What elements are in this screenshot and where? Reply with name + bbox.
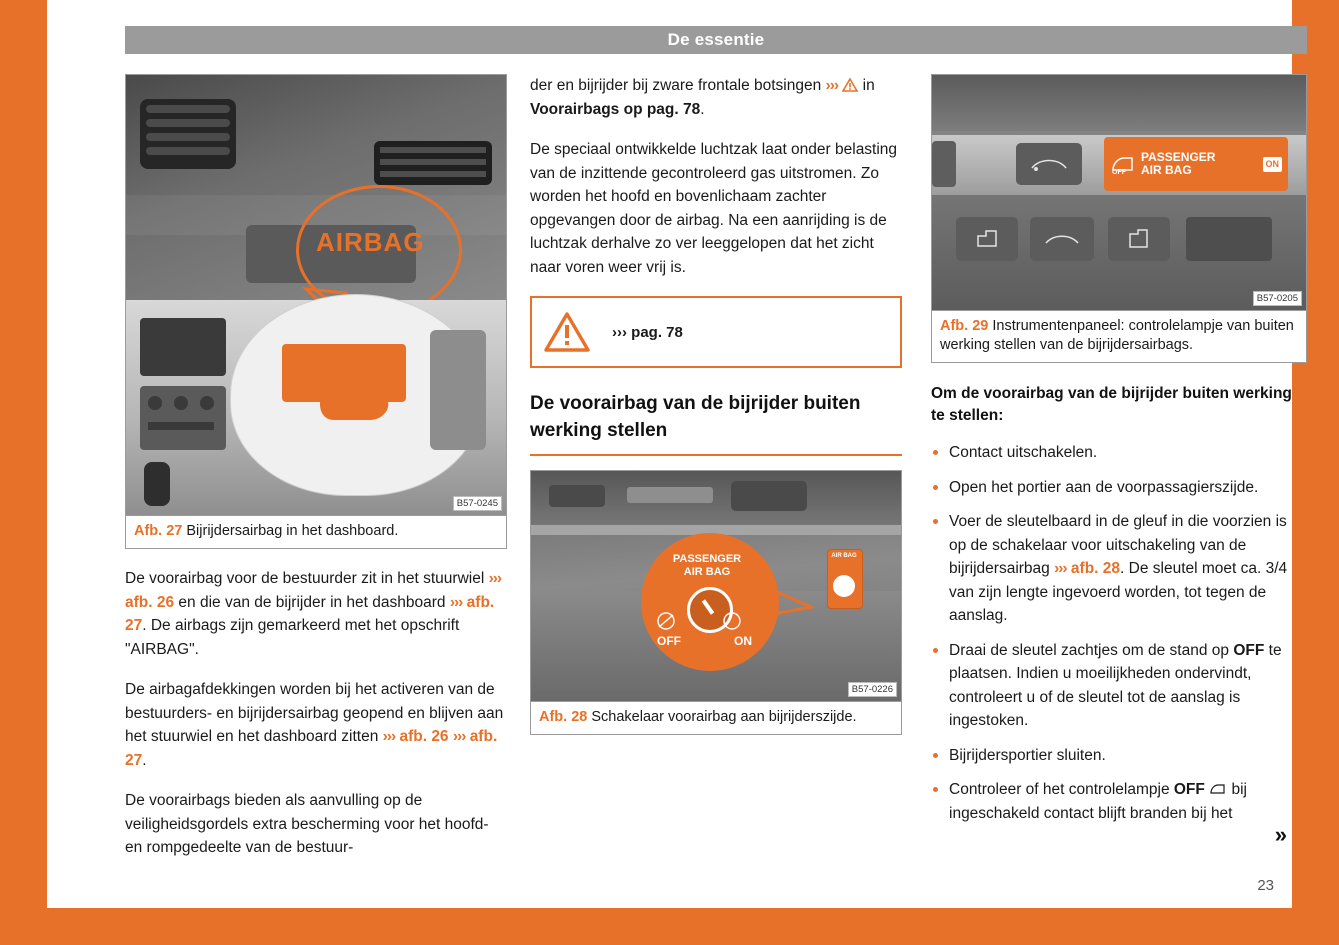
passenger-airbag-indicator	[1104, 137, 1288, 191]
paragraph-continued-b: in	[858, 77, 875, 94]
list-item: Bijrijdersportier sluiten.	[931, 744, 1307, 768]
heading-rule	[530, 454, 902, 456]
figure-28-caption-label: Afb. 28	[539, 709, 588, 725]
ref-afb-27: afb. 27	[125, 593, 495, 634]
figure-27-caption-text: Bijrijdersairbag in het dashboard.	[186, 523, 399, 539]
airbag-off-symbol-icon	[655, 611, 677, 631]
seat-heating-button-icon[interactable]	[956, 217, 1018, 261]
hand-icon	[312, 364, 398, 434]
figure-28-code: B57-0226	[848, 682, 897, 697]
vent-slat	[146, 119, 230, 127]
vent-slat	[146, 133, 230, 141]
column-right	[931, 74, 1307, 836]
figure-28-caption	[531, 701, 901, 734]
switch-off-label: OFF	[657, 634, 681, 648]
indicator-line2: AIR BAG	[1141, 163, 1192, 177]
vent-detail	[731, 481, 807, 511]
off-label: OFF	[1173, 781, 1205, 798]
vent-detail	[549, 485, 605, 507]
ref-arrows: ›››	[382, 728, 396, 745]
reference-bold: Voorairbags op pag. 78	[530, 100, 701, 118]
figure-27-caption-label: Afb. 27	[134, 523, 183, 539]
warning-box	[530, 296, 902, 368]
instructions-list	[931, 441, 1307, 825]
paragraph-4: De speciaal ontwikkelde luchtzak laat onder belasting van de inzittende gecontroleerd gas uitstromen. Zo worden het hoofd en bovenlichaam zachter opgevangen door de airbag. Na een aanrijding is de luchtzak derhalve zo ver leeggelopen dat het zicht naar voren weer vrij is.	[530, 141, 898, 276]
airbag-on-symbol-icon	[721, 611, 743, 631]
figure-29-caption-label: Afb. 29	[940, 318, 989, 334]
figure-28-image	[531, 471, 901, 701]
figure-27-image	[126, 75, 506, 515]
list-item: Voer de sleutelbaard in de gleuf in die voorzien is op de schakelaar voor uitschakeling van de bijrijdersairbag ››› afb. 28. De sleutel moet ca. 3/4 van zijn lengte ingevoerd worden, tot tegen de aanslag.	[931, 510, 1307, 628]
indicator-line1: PASSENGER	[1141, 150, 1216, 164]
indicator-on-label: ON	[1263, 157, 1283, 172]
figure-27-caption	[126, 515, 506, 548]
airbag-off-symbol-icon	[1110, 153, 1136, 175]
switch-on-label: ON	[734, 634, 752, 648]
paragraph-1: De voorairbag voor de bestuurder zit in het stuurwiel ››› afb. 26 en die van de bijrijder in het dashboard ››› afb. 27. De airbags zijn gemarkeerd met het opschrift "AIRBAG".	[125, 570, 502, 658]
off-label: OFF	[1233, 641, 1265, 659]
vent-slat	[380, 147, 486, 153]
figure-29	[931, 74, 1307, 363]
ref-afb-27: afb. 27	[125, 728, 498, 769]
list-item: Draai de sleutel zachtjes om de stand op OFF te plaatsen. Indien u moeilijkheden ondervindt, controleert u of de sleutel tot de aanslag is ingestoken.	[931, 639, 1307, 733]
switch-label-line2: AIR BAG	[683, 566, 731, 578]
svg-text:OFF: OFF	[1112, 169, 1126, 175]
seat-button-icon[interactable]	[1108, 217, 1170, 261]
figure-28-caption-text: Schakelaar voorairbag aan bijrijderszijde.	[591, 709, 857, 725]
ref-arrows: ›››	[449, 593, 463, 611]
figure-28	[530, 470, 902, 735]
dashboard-lower-illustration	[126, 300, 506, 515]
paragraph-continued-c: .	[700, 100, 705, 118]
list-item: Controleer of het controlelampje OFF bij ingeschakeld contact blijft branden bij het	[931, 778, 1307, 825]
panel-edge-button[interactable]	[932, 141, 956, 187]
page-number: 23	[1257, 877, 1274, 894]
key-icon	[697, 597, 719, 619]
ref-arrows: ›››	[825, 77, 839, 94]
figure-27-code: B57-0245	[453, 496, 502, 511]
document-page	[47, 0, 1298, 908]
control-knob	[174, 396, 188, 410]
list-item: Contact uitschakelen.	[931, 441, 1307, 465]
continue-marker: »	[1274, 822, 1287, 847]
column-middle	[530, 74, 902, 735]
vent-slat	[380, 171, 486, 177]
small-switch-text: AIR BAG	[831, 553, 857, 559]
instructions-heading: Om de voorairbag van de bijrijder buiten werking te stellen:	[931, 385, 1292, 424]
warning-triangle-icon	[842, 78, 858, 92]
section-heading: De voorairbag van de bijrijder buiten werking stellen	[530, 393, 861, 441]
hood-button-icon[interactable]	[1016, 143, 1082, 185]
warning-triangle-icon	[544, 312, 590, 352]
vent-slat	[380, 159, 486, 165]
control-knob	[200, 396, 214, 410]
figure-29-code: B57-0205	[1253, 291, 1302, 306]
ref-afb-26: afb. 26	[399, 728, 449, 745]
vent-slat	[146, 105, 230, 113]
small-switch-dial	[833, 575, 855, 597]
vent-slat	[146, 147, 230, 155]
control-slot	[148, 422, 214, 430]
dashboard-upper-illustration	[126, 75, 506, 300]
figure-29-caption	[932, 310, 1306, 362]
trunk-button-icon[interactable]	[1030, 217, 1094, 261]
gear-lever	[144, 462, 170, 506]
page-header-title: De essentie	[667, 30, 765, 49]
trim-strip	[627, 487, 713, 503]
ref-afb-26: afb. 26	[125, 593, 175, 611]
figure-29-caption-text: Instrumentenpaneel: controlelampje van buiten werking stellen van de bijrijdersairbags.	[940, 318, 1294, 353]
paragraph-2: De airbagafdekkingen worden bij het activeren van de bestuurders- en bijrijdersairbag geopend en blijven aan het stuurwiel en het dashboard zitten ››› afb. 26 ››› afb. 27.	[125, 681, 504, 769]
figure-27	[125, 74, 507, 549]
door-panel	[430, 330, 486, 450]
callout-tail	[759, 581, 819, 621]
blank-panel-slot	[1186, 217, 1272, 261]
figure-29-image	[932, 75, 1306, 310]
airbag-off-symbol-icon	[1209, 782, 1227, 796]
paragraph-continued	[530, 74, 902, 121]
control-knob	[148, 396, 162, 410]
panel-top	[932, 75, 1306, 131]
ref-afb-28: afb. 28	[1070, 560, 1121, 577]
paragraph-continued-a: der en bijrijder bij zware frontale botsingen	[530, 77, 826, 94]
infotainment-screen	[140, 318, 226, 376]
paragraph-3: De voorairbags bieden als aanvulling op de veiligheidsgordels extra bescherming voor het hoofd- en rompgedeelte van de bestuur-	[125, 792, 489, 856]
airbag-word-label: AIRBAG	[316, 227, 425, 257]
column-left	[125, 74, 507, 877]
ref-arrows: ›››	[488, 570, 502, 587]
ref-arrows: ›››	[452, 728, 466, 745]
warning-reference-text: ››› pag. 78	[612, 323, 683, 341]
switch-label	[649, 553, 765, 579]
page-header-bar	[125, 26, 1307, 54]
ref-arrows: ›››	[1054, 560, 1067, 577]
list-item: Open het portier aan de voorpassagierszijde.	[931, 476, 1307, 500]
switch-label-line1: PASSENGER	[672, 553, 742, 565]
